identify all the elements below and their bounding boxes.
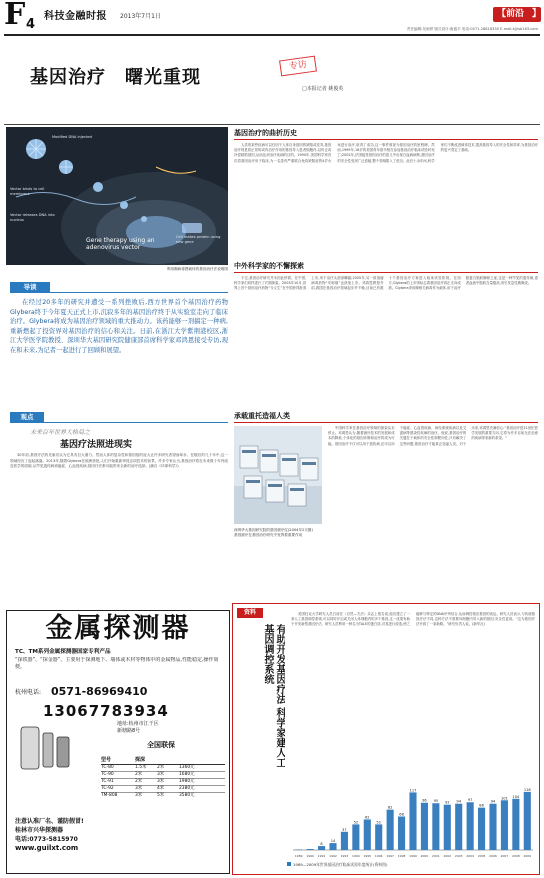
chart-tick-label-2002: 2002 bbox=[443, 854, 452, 858]
section-china-rule bbox=[234, 272, 538, 273]
chart-tick-label-2008: 2008 bbox=[512, 854, 520, 858]
photo-caption-1: 深圳华大基因研究院的基因测序仪(2004年2月摄) bbox=[234, 528, 313, 532]
chart-tick-label-1998: 1998 bbox=[397, 854, 406, 858]
date: 2013年7月1日 bbox=[120, 13, 161, 20]
illus-caption: 利用腺病毒携载体的基因治疗法说明图 bbox=[166, 267, 228, 271]
chart-data-label-2007: 101 bbox=[500, 796, 508, 801]
illus-label-2: Vector binds to cell membrane bbox=[10, 187, 45, 196]
section-history-rule bbox=[234, 139, 538, 140]
info-tag bbox=[237, 608, 263, 618]
illus-label-3: Vector releases DNA into nucleus bbox=[10, 213, 55, 222]
ad-table-header-1: 型号 bbox=[101, 757, 112, 763]
lead-text: 在经过20多年的研究并遭受一系列挫败后,西方世界首个基因治疗药物Glybera终于今年夏天正式上市,沉寂多年的基因治疗终于从实验室走向了临床治疗。Glybera将成为基因治疗领域的重大推动力。该药能够一剂搞定一种病,重新燃起了投资界对基因治疗的信心和关注。日前,在浙江大学紫荆港校区,浙江大学医学院教授、深圳华大基因研究院健康部首席科学家邓鸿恩接受专访,现在和未来,为记者一起进行了回顾和展望。 bbox=[10, 299, 228, 354]
chart-bar-1995 bbox=[364, 819, 371, 850]
ad-scanner-image bbox=[17, 723, 73, 773]
ad-footer-4: www.guilxt.com bbox=[15, 844, 79, 852]
section-future-rule bbox=[234, 422, 538, 423]
sidebar-tag-label: 观点 bbox=[20, 413, 34, 421]
illustration bbox=[6, 127, 228, 265]
chart-tick-label-2009: 2009 bbox=[523, 854, 532, 858]
chart-bar-2008 bbox=[512, 799, 519, 850]
section-future-body: 中国科学家在基因治疗领域的探索从未停止。邓鸿恩认为,随着测序技术的发展和成本的降低,个体化的基因诊断和治疗将成为可能。基因治疗不仅可以用于遗传病,还可以用于癌症、心血管疾病、神经系统疾病以及艾滋病等感染性疾病的治疗。他说,基因治疗的关键在于载体的安全性和靶向性,只有解决了这些问题,基因治疗才能真正造福人类。对于未来,邓鸿恩充满信心:“基因治疗是21世纪医学发展的重要方向,它将为许多目前无法治愈的疾病带来新的希望。” bbox=[328, 426, 538, 446]
headline-divider bbox=[4, 124, 540, 125]
section-history-body: 人类的某些疾病可以归因于人体自身基因的缺陷或变异,基因治疗则是将正常的或有治疗作用的基因导入患者细胞内,以纠正或补偿缺陷基因,从而达到治疗疾病的目的。1990年,美国科学家首次将基因治疗用于临床,为一名患有严重联合免疫缺陷症的4岁女孩进行治疗,取得了成功,这一事件被视为基因治疗的里程碑。然而,1999年,18岁的美国青年基辛格在参加基因治疗临床试验时死亡;2002年,法国接受基因治疗的患儿中出现白血病病例,基因治疗的安全性受到广泛质疑,整个领域陷入了低谷。此后十余年间,科学家们不断改进载体技术,提高基因导入的安全性和效率,为基因治疗的复兴奠定了基础。 bbox=[234, 143, 538, 163]
ad-footer-1: 注意认准厂名、谨防假冒! bbox=[15, 818, 84, 825]
sidebar-body: 30年前,基因疗法的先驱们认为它具有巨大潜力。然而人体的复杂性和基因组的庞大让许多研究者望而却步。在随后的几十年中,这一领域经历了起起落落。2013年,随着Glybera在欧洲获批,人们开始重新审视这项技术的前景。许多专家认为,基因治疗将在未来数十年内改变医学的面貌,从罕见遗传病到癌症、心血管疾病,基因疗法都可能带来全新的治疗选择。(摘自《环球科学》) bbox=[10, 453, 228, 469]
chart-tick-label-1993: 1993 bbox=[340, 854, 349, 858]
chart-data-label-2009: 118 bbox=[523, 787, 531, 792]
chart-tick-label-2001: 2001 bbox=[432, 854, 440, 858]
chart-data-label-1996: 52 bbox=[376, 820, 382, 825]
ad-mobile: 13067783934 bbox=[43, 702, 169, 720]
chart-data-label-1999: 117 bbox=[409, 788, 417, 793]
chart-data-label-1991: 8 bbox=[320, 842, 323, 847]
info-tag-label: 资料 bbox=[243, 609, 256, 616]
chart-bar-2005 bbox=[478, 808, 485, 850]
chart-caption-marker bbox=[287, 862, 291, 866]
photo-caption bbox=[234, 528, 322, 538]
chart-tick-label-1992: 1992 bbox=[329, 854, 337, 858]
ad-address-2: 新塘路8号 bbox=[117, 728, 141, 734]
credits: 责任编辑:吴雨婷 版式设计:唐盛平 电话:0571-28818330 E-mail:kjjrsb163.com bbox=[406, 27, 538, 31]
ad-phone: 0571-86969410 bbox=[51, 685, 148, 698]
ad-table-row: TC-80 1.5米 2米 1360元 bbox=[101, 765, 225, 772]
ad-phone-label: 杭州电话: bbox=[15, 689, 42, 696]
masthead bbox=[0, 0, 544, 38]
chart-bar-2000 bbox=[421, 803, 428, 850]
sidebar-title: 基因疗法照进现实 bbox=[60, 440, 133, 450]
ad-footer-2: 桂林市兴华探测器 bbox=[15, 827, 64, 834]
ad-table-row: TC-92 3米 4米 2380元 bbox=[101, 786, 225, 793]
ad-table-row: TM-808 3米 5米 3580元 bbox=[101, 792, 195, 798]
chart-bar-2001 bbox=[432, 803, 439, 850]
chart-tick-label-2005: 2005 bbox=[477, 854, 486, 858]
byline: □本报记者 姚俊英 bbox=[302, 86, 344, 92]
ad-address bbox=[117, 721, 223, 735]
paper-name: 科技金融时报 bbox=[44, 11, 107, 22]
section-china-title: 中外科学家的不懈探索 bbox=[234, 262, 304, 270]
sequencer-photo bbox=[234, 426, 322, 524]
info-body: 美国杜克大学研究人员日前在《自然—方法》杂志上报告说,他们建立了一套人工基因调控系统,可以同时开启或关闭人体细胞内的多个基因,这一成果有助于开发新型基因疗法。研究人员利用一种名为TALE的蛋白质,对其进行改造,使之能够与特定的DNA序列结合,从而调控相应基因的表达。研究人员表示,与传统基因疗法不同,这种方法不需要向细胞内导入新的基因,安全性更高。“这为基因疗法开辟了一条新路。”研究负责人说。(新华社) bbox=[291, 612, 535, 627]
chart-bar-1999 bbox=[409, 792, 416, 850]
chart-tick-label-2000: 2000 bbox=[420, 854, 429, 858]
info-box bbox=[232, 603, 540, 875]
chart-bar-2009 bbox=[524, 792, 531, 850]
headline-stamp bbox=[279, 56, 317, 77]
ad-table-row: TC-91 2米 3米 1980元 bbox=[101, 779, 225, 786]
sidebar-small-title: 未来百年世界大格局之 bbox=[30, 429, 91, 436]
chart-tick-label-1991: 1991 bbox=[317, 854, 326, 858]
masthead-rule bbox=[4, 34, 540, 36]
chart-tick-label-2006: 2006 bbox=[489, 854, 497, 858]
chart-bar-1997 bbox=[387, 810, 394, 850]
chart-data-label-2003: 94 bbox=[456, 799, 462, 804]
chart-data-label-2001: 95 bbox=[433, 799, 439, 804]
chart-data-label-2005: 86 bbox=[479, 803, 484, 808]
chart-data-label-1997: 82 bbox=[387, 805, 393, 810]
photo-caption-2: 基因测序在基因治疗研究中发挥着重要作用 bbox=[234, 533, 303, 537]
section-china-body: 不过,基因治疗研究并未因此停滞。在中国,科学家们同样进行了长期探索。2003年10月,世界上首个基因治疗药物“今又生”在中国获得批准上市,用于治疗头颈部鳞癌;2005年,另一款溶瘤病毒药物“安柯瑞”也获批上市。邓鸿恩教授介绍,我国在基因治疗领域起步并不晚,目前已有数十个基因治疗方案进入临床试验阶段。在西方,Glybera的上市则标志着基因治疗真正走向成熟。Glybera采用腺相关病毒作为载体,用于治疗脂蛋白脂肪酶缺乏症,这是一种罕见的遗传病,患者血液中脂肪含量极高,易引发急性胰腺炎。 bbox=[234, 276, 538, 291]
ad-footer-3: 电话:0773-5815970 bbox=[15, 836, 78, 843]
ad-network-label: 全国联保 bbox=[147, 741, 175, 749]
chart-tick-label-1999: 1999 bbox=[409, 854, 417, 858]
bar-chart-svg bbox=[287, 780, 537, 860]
chart-bar-2004 bbox=[467, 802, 474, 850]
page-letter: F bbox=[4, 0, 26, 32]
headline-block bbox=[4, 40, 540, 122]
chart-bar-1993 bbox=[341, 832, 348, 850]
stamp-label: 专访 bbox=[288, 59, 308, 73]
chart-data-label-1998: 68 bbox=[399, 812, 404, 817]
page-number: 4 bbox=[26, 17, 36, 32]
chart-tick-label-2007: 2007 bbox=[500, 854, 509, 858]
chart-data-label-2006: 94 bbox=[490, 799, 496, 804]
ad-footer bbox=[15, 817, 221, 853]
ad-block bbox=[6, 610, 230, 874]
chart-bar-1991 bbox=[318, 846, 325, 850]
chart-tick-label-1997: 1997 bbox=[386, 854, 394, 858]
chart-data-label-1992: 14 bbox=[330, 839, 336, 844]
chart-data-label-2002: 92 bbox=[444, 800, 450, 805]
ad-title: 金属探测器 bbox=[45, 613, 191, 644]
chart-caption-text: 1989—2009年世界基因治疗临床试验年度统计(资料图) bbox=[293, 862, 388, 867]
ad-table-header-2: 探深 bbox=[135, 757, 146, 763]
chart-data-label-2008: 104 bbox=[512, 794, 520, 799]
chart-caption bbox=[287, 862, 537, 867]
ad-table-row: TC-90 2米 3米 1680元 bbox=[101, 772, 225, 779]
chart-tick-label-1995: 1995 bbox=[363, 854, 372, 858]
illus-label-4: Cell makes protein using new gene bbox=[176, 235, 221, 244]
chart-bar-2007 bbox=[501, 800, 508, 850]
ad-subtitle: TC、TM系列金属探测器国家专利产品 bbox=[15, 649, 111, 655]
chart-tick-label-1989: 1989 bbox=[294, 854, 303, 858]
chart-bar-2003 bbox=[455, 804, 462, 850]
illus-title: Gene therapy using an adenovirus vector bbox=[86, 237, 155, 251]
chart bbox=[287, 780, 537, 860]
illus-label-1: Modified DNA injected bbox=[52, 135, 92, 139]
chart-data-label-2004: 97 bbox=[467, 798, 473, 803]
lead-tag bbox=[10, 282, 50, 293]
ad-address-1: 地址:杭州市江干区 bbox=[117, 721, 159, 727]
lead-tag-label: 导读 bbox=[23, 283, 37, 291]
sidebar-tag bbox=[10, 412, 44, 423]
chart-data-label-2000: 96 bbox=[422, 798, 427, 803]
chart-data-label-1993: 37 bbox=[342, 827, 347, 832]
ad-table bbox=[101, 757, 225, 799]
section-tag-label: 前沿 bbox=[506, 9, 525, 19]
chart-bar-1994 bbox=[352, 824, 359, 850]
lead-tag-rule bbox=[50, 292, 228, 293]
section-history-title: 基因治疗的曲折历史 bbox=[234, 129, 297, 137]
chart-data-label-1994: 52 bbox=[353, 820, 359, 825]
headline: 基因治疗 曙光重现 bbox=[30, 67, 201, 88]
chart-bar-2006 bbox=[489, 804, 496, 850]
section-future-title: 承载重托造福人类 bbox=[234, 412, 290, 420]
chart-tick-label-2003: 2003 bbox=[454, 854, 463, 858]
chart-tick-label-1994: 1994 bbox=[352, 854, 360, 858]
info-title: 有助开发基因疗法 科学家建人工基因调控系统 bbox=[262, 624, 285, 768]
chart-data-label-1995: 62 bbox=[364, 815, 370, 820]
chart-bar-1990 bbox=[307, 849, 314, 850]
chart-bar-1996 bbox=[375, 824, 382, 850]
section-tag: 【 前沿 】 bbox=[493, 7, 541, 22]
ad-model-line: “探铁器”、“探金器”、主要用于探测地下、墙体或木材等物体中的金属物品,性能稳定,操作简便。 bbox=[15, 657, 219, 670]
chart-bar-1992 bbox=[329, 843, 336, 850]
chart-tick-label-1990: 1990 bbox=[306, 854, 314, 858]
chart-bar-1998 bbox=[398, 817, 405, 850]
sidebar-tag-rule bbox=[44, 422, 228, 423]
chart-bar-2002 bbox=[444, 805, 451, 850]
chart-tick-label-1996: 1996 bbox=[374, 854, 383, 858]
chart-tick-label-2004: 2004 bbox=[466, 854, 474, 858]
